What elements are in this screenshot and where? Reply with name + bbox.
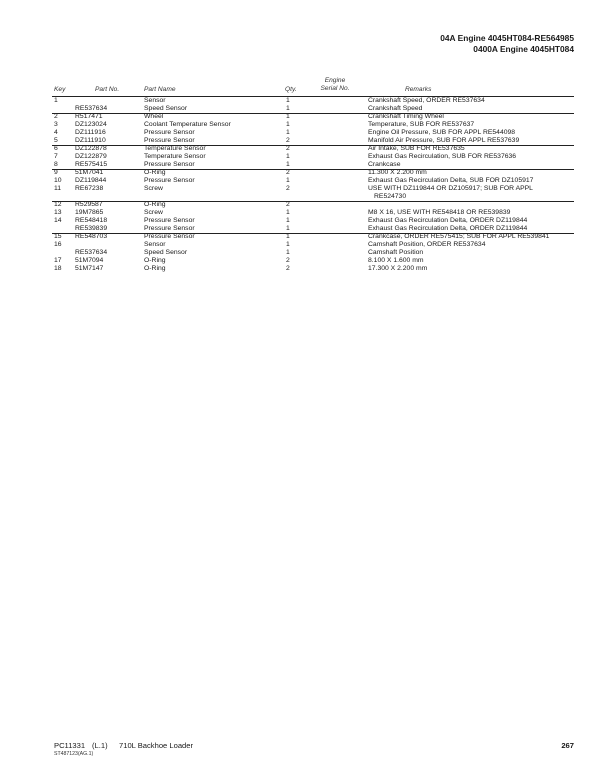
row-key: 10 [54, 177, 62, 184]
row-key: 4 [54, 129, 58, 136]
row-part-name: Screw [144, 185, 163, 192]
row-qty: 1 [286, 233, 290, 240]
row-key: 16 [54, 241, 62, 248]
row-qty: 1 [286, 249, 290, 256]
row-part-name: Pressure Sensor [144, 137, 195, 144]
row-remarks: Crankshaft Speed, ORDER RE537634 [368, 97, 485, 104]
col-qty: Qty. [285, 86, 297, 93]
row-part-name: O-Ring [144, 169, 166, 176]
row-part-no: DZ122878 [75, 145, 107, 152]
row-qty: 2 [286, 137, 290, 144]
row-group-rule [52, 145, 574, 146]
row-qty: 2 [286, 265, 290, 272]
row-group-rule [52, 113, 574, 114]
footer-catalog: PC11331 [54, 741, 86, 750]
row-part-no: RE537634 [75, 249, 108, 256]
row-key: 9 [54, 169, 58, 176]
row-remarks: Crankshaft Timing Wheel [368, 113, 444, 120]
row-part-name: Pressure Sensor [144, 233, 195, 240]
row-qty: 1 [286, 153, 290, 160]
row-key: 7 [54, 153, 58, 160]
row-part-no: RE537634 [75, 105, 108, 112]
row-part-name: Screw [144, 209, 163, 216]
row-part-no: 51M7041 [75, 169, 104, 176]
row-part-name: Coolant Temperature Sensor [144, 121, 231, 128]
row-part-no: DZ123024 [75, 121, 107, 128]
row-part-name: Pressure Sensor [144, 161, 195, 168]
row-part-no: 19M7865 [75, 209, 104, 216]
row-key: 6 [54, 145, 58, 152]
row-part-name: Pressure Sensor [144, 129, 195, 136]
col-remarks: Remarks [405, 86, 432, 93]
row-qty: 1 [286, 217, 290, 224]
col-engine-serial [318, 77, 352, 93]
row-key: 5 [54, 137, 58, 144]
row-part-no: R517471 [75, 113, 103, 120]
row-remarks: Exhaust Gas Recirculation Delta, ORDER DZ119844 [368, 217, 528, 224]
row-qty: 2 [286, 257, 290, 264]
row-part-no: RE548703 [75, 233, 108, 240]
row-key: 8 [54, 161, 58, 168]
row-remarks: 17.300 X 2.200 mm [368, 265, 428, 272]
row-part-name: Sensor [144, 241, 166, 248]
row-qty: 1 [286, 241, 290, 248]
footer-level: (L.1) [92, 741, 108, 750]
footer-machine: 710L Backhoe Loader [119, 741, 194, 750]
row-part-no: 51M7094 [75, 257, 104, 264]
row-group-rule [52, 169, 574, 170]
row-part-no: R529587 [75, 201, 103, 208]
row-qty: 2 [286, 169, 290, 176]
row-remarks: Crankcase [368, 161, 401, 168]
row-part-name: Speed Sensor [144, 249, 188, 256]
row-key: 3 [54, 121, 58, 128]
row-remarks: M8 X 16, USE WITH RE548418 OR RE539839 [368, 209, 511, 216]
row-part-name: Pressure Sensor [144, 217, 195, 224]
footer-page-number: 267 [561, 741, 574, 750]
row-part-name: Speed Sensor [144, 105, 188, 112]
row-qty: 1 [286, 113, 290, 120]
row-qty: 1 [286, 105, 290, 112]
row-part-no: DZ119844 [75, 177, 107, 184]
row-qty: 2 [286, 145, 290, 152]
row-key: 14 [54, 217, 62, 224]
row-key: 1 [54, 97, 58, 104]
row-qty: 1 [286, 209, 290, 216]
row-key: 18 [54, 265, 62, 272]
row-key: 12 [54, 201, 62, 208]
row-part-name: Pressure Sensor [144, 177, 195, 184]
row-part-name: Pressure Sensor [144, 225, 195, 232]
row-key: 15 [54, 233, 62, 240]
row-part-no: DZ122879 [75, 153, 107, 160]
col-engine-serial-line2: Serial No. [320, 85, 350, 92]
row-remarks: Air Intake, SUB FOR RE537635 [368, 145, 465, 152]
col-engine-serial-line1: Engine [324, 77, 346, 84]
row-qty: 1 [286, 129, 290, 136]
table-row [0, 264, 600, 273]
row-qty: 2 [286, 185, 290, 192]
footer-code: ST487123(AG.1) [54, 751, 94, 757]
col-key: Key [54, 86, 66, 93]
row-key: 11 [54, 185, 62, 192]
row-qty: 1 [286, 121, 290, 128]
row-remarks: Manifold Air Pressure, SUB FOR APPL RE537639 [368, 137, 520, 144]
row-qty: 1 [286, 177, 290, 184]
row-part-name: O-Ring [144, 257, 166, 264]
row-part-name: O-Ring [144, 265, 166, 272]
row-group-rule [52, 233, 574, 234]
row-part-name: O-Ring [144, 201, 166, 208]
row-qty: 2 [286, 201, 290, 208]
row-remarks: Exhaust Gas Recirculation Delta, SUB FOR DZ105917 [368, 177, 534, 184]
row-remarks: 8.100 X 1.600 mm [368, 257, 424, 264]
row-part-no: RE548418 [75, 217, 108, 224]
row-qty: 1 [286, 161, 290, 168]
row-remarks: Crankcase, ORDER RE575415; SUB FOR APPL RE539841 [368, 233, 550, 240]
row-part-name: Temperature Sensor [144, 145, 206, 152]
row-remarks: Crankshaft Speed [368, 105, 423, 112]
row-remarks: USE WITH DZ119844 OR DZ105917; SUB FOR APPL [368, 185, 533, 192]
row-qty: 1 [286, 225, 290, 232]
row-part-no: RE539839 [75, 225, 108, 232]
row-remarks: RE524730 [374, 193, 407, 200]
row-remarks: Engine Oil Pressure, SUB FOR APPL RE544098 [368, 129, 516, 136]
row-part-no: RE575415 [75, 161, 108, 168]
col-part-name: Part Name [144, 86, 176, 93]
row-part-name: Wheel [144, 113, 164, 120]
row-remarks: Temperature, SUB FOR RE537637 [368, 121, 475, 128]
row-remarks: Exhaust Gas Recirculation Delta, ORDER DZ119844 [368, 225, 528, 232]
row-key: 13 [54, 209, 62, 216]
row-part-no: DZ111910 [75, 137, 106, 144]
row-part-no: DZ111916 [75, 129, 106, 136]
row-key: 17 [54, 257, 62, 264]
header-line-2: 0400A Engine 4045HT084 [473, 44, 574, 54]
row-part-name: Sensor [144, 97, 166, 104]
row-remarks: Exhaust Gas Recirculation, SUB FOR RE537636 [368, 153, 517, 160]
row-remarks: Camshaft Position, ORDER RE537634 [368, 241, 486, 248]
row-part-no: RE67238 [75, 185, 104, 192]
header-line-1: 04A Engine 4045HT084-RE564985 [440, 33, 574, 43]
row-part-name: Temperature Sensor [144, 153, 206, 160]
row-part-no: 51M7147 [75, 265, 104, 272]
col-part-no: Part No. [95, 86, 120, 93]
row-group-rule [52, 201, 574, 202]
row-key: 2 [54, 113, 58, 120]
row-remarks: 11.300 X 2.200 mm [368, 169, 427, 176]
row-qty: 1 [286, 97, 290, 104]
row-remarks: Camshaft Position [368, 249, 424, 256]
